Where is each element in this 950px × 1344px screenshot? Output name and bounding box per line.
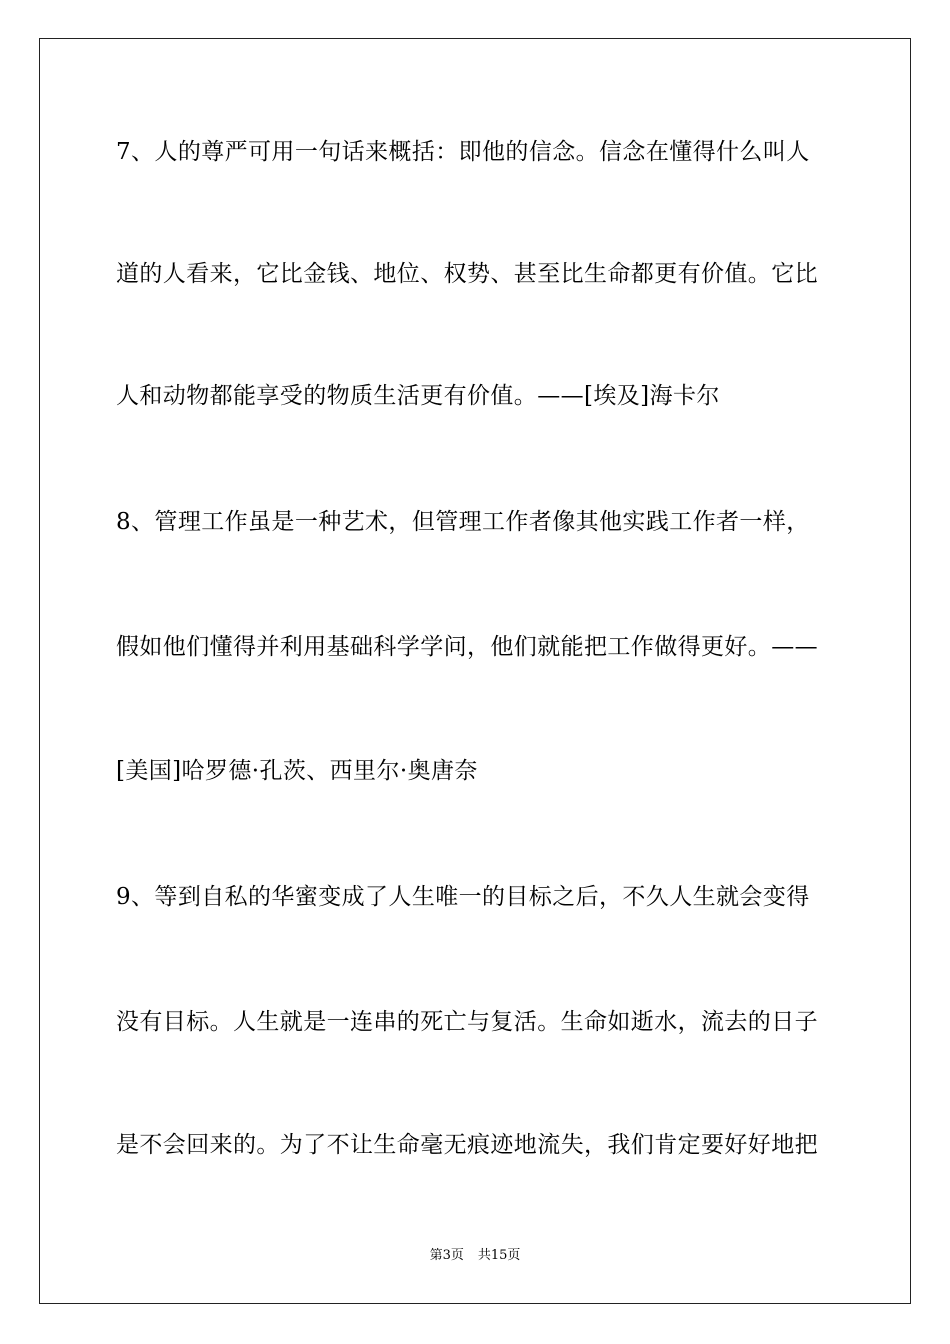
body-text-line: 假如他们懂得并利用基础科学学问，他们就能把工作做得更好。—— <box>116 634 818 660</box>
body-text-line: 是不会回来的。为了不让生命毫无痕迹地流失，我们肯定要好好地把 <box>116 1132 818 1158</box>
body-text-line: 9、等到自私的华蜜变成了人生唯一的目标之后，不久人生就会变得 <box>116 884 810 910</box>
body-text-line: 8、管理工作虽是一种艺术，但管理工作者像其他实践工作者一样， <box>116 509 810 535</box>
body-text-line: 道的人看来，它比金钱、地位、权势、甚至比生命都更有价值。它比 <box>116 261 818 287</box>
page-border <box>39 38 911 1304</box>
page-footer <box>0 1246 950 1266</box>
body-text-line: 人和动物都能享受的物质生活更有价值。——[埃及]海卡尔 <box>116 383 720 409</box>
body-text-line: [美国]哈罗德·孔茨、西里尔·奥唐奈 <box>116 758 478 784</box>
body-text-line: 7、人的尊严可用一句话来概括：即他的信念。信念在懂得什么叫人 <box>116 139 810 165</box>
page-number: 第3页 <box>429 1248 464 1263</box>
page-total: 共15页 <box>477 1248 521 1263</box>
body-text-line: 没有目标。人生就是一连串的死亡与复活。生命如逝水，流去的日子 <box>116 1009 818 1035</box>
